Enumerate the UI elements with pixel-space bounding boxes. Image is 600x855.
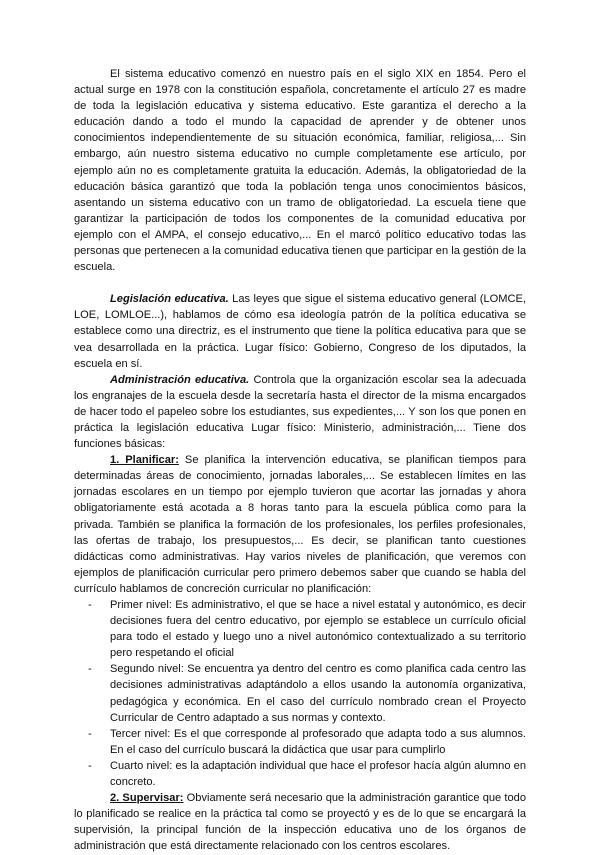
planificar-text: Se planifica la intervención educativa, se planifican tiempos para determinadas áreas de conocimiento, jornadas laborales,... Se establecen límites en las jornadas escolares en un tiempo por ejemplo tuvieron que acortar las jornadas y ahora obligatoriamente está acotada a 8 horas tanto para la escuela pública como para la privada. También se planifica la formación de los profesionales, los perfiles profesionales, las ofertas de trabajo, los presupuestos,... Es decir, se planifican tanto cuestiones didácticas como administrativas. Hay varios niveles de planificación, que veremos con ejemplos de planificación curricular pero primero debemos saber que cuando se habla del currículo hablamos de concreción curricular no planificación: <box>74 454 526 595</box>
document-page <box>74 66 526 855</box>
list-item <box>74 597 526 661</box>
paragraph-gap <box>74 275 526 291</box>
curricular-levels-list <box>74 597 526 790</box>
planificar-heading: 1. Planificar: <box>110 454 179 467</box>
planificar-paragraph <box>74 452 526 597</box>
list-item-text: Segundo nivel: Se encuentra ya dentro del centro es como planifica cada centro las decisiones administrativas adaptándolo a ellos usando la autonomía organizativa, pedagógica y económica. En el caso del currículo nombrado crean el Proyecto Curricular de Centro adaptado a sus normas y contexto. <box>110 663 526 724</box>
supervisar-heading: 2. Supervisar: <box>110 792 184 805</box>
list-dash: - <box>88 727 92 740</box>
supervisar-text: Obviamente será necesario que la administración garantice que todo lo planificado se realice en la práctica tal como se proyectó y es de lo que se encargará la supervisión, la principal función de la inspección educativa uno de los órganos de administración que está directamente relacionado con los centros escolares. <box>74 792 526 853</box>
legislacion-paragraph <box>74 291 526 371</box>
list-item-text: Primer nivel: Es administrativo, el que se hace a nivel estatal y autonómico, es decir decisiones fuera del centro educativo, por ejemplo se establece un currículo oficial para todo el estado y luego uno a nivel autonómico contextualizado a su territorio pero respetando el oficial <box>110 599 526 660</box>
list-item <box>74 726 526 758</box>
list-dash: - <box>88 599 92 611</box>
administracion-term: Administración educativa. <box>110 373 250 386</box>
administracion-paragraph <box>74 372 526 452</box>
list-item-text: Tercer nivel: Es el que corresponde al profesorado que adapta todo a sus alumnos. En el caso del currículo buscará la didáctica que usar para cumplirlo <box>110 727 526 756</box>
supervisar-paragraph <box>74 790 526 854</box>
intro-paragraph: El sistema educativo comenzó en nuestro país en el siglo XIX en 1854. Pero el actual surge en 1978 con la constitución española, concretamente el artículo 27 es madre de toda la legislación educativa y sistema educativo. Este garantiza el derecho a la educación dando a todo el mundo la capacidad de aprender y de obtener unos conocimientos independientemente de su situación económica, familiar, religiosa,... Sin embargo, aún nuestro sistema educativo no cumple completamente ese artículo, por ejemplo aún no es completamente gratuita la educación. Además, la obligatoriedad de la educación básica garantizó que toda la población tenga unos conocimientos básicos, asentando un sistema educativo con un tramo de obligatoriedad. La escuela tiene que garantizar la participación de todos los componentes de la comunidad educativa por ejemplo con el AMPA, el consejo educativo,... En el marcó político educativo todas las personas que pertenecen a la comunidad educativa tienen que participar en la gestión de la escuela. <box>74 68 526 274</box>
legislacion-term: Legislación educativa. <box>110 293 229 306</box>
list-dash: - <box>88 759 92 772</box>
list-item <box>74 758 526 790</box>
list-item <box>74 661 526 725</box>
list-item-text: Cuarto nivel: es la adaptación individual que hace el profesor hacía algún alumno en concreto. <box>110 759 526 789</box>
administracion-text: Controla que la organización escolar sea la adecuada los engranajes de la escuela desde la secretaría hasta el director de la misma encargados de hacer todo el papeleo sobre los estudiantes, sus expedientes,... Y son los que ponen en práctica la legislación educativa Lugar físico: Ministerio, administración,... Tiene dos funciones básicas: <box>74 373 526 451</box>
list-dash: - <box>88 663 92 676</box>
legislacion-text: Las leyes que sigue el sistema educativo general (LOMCE, LOE, LOMLOE...), hablamos de cómo esa ideología patrón de la política educativa se establece como una directriz, es el instrumento que tiene la política educativa para que se vea desarrollada en la práctica. Lugar físico: Gobierno, Congreso de los diputados, la escuela en sí. <box>74 293 527 370</box>
